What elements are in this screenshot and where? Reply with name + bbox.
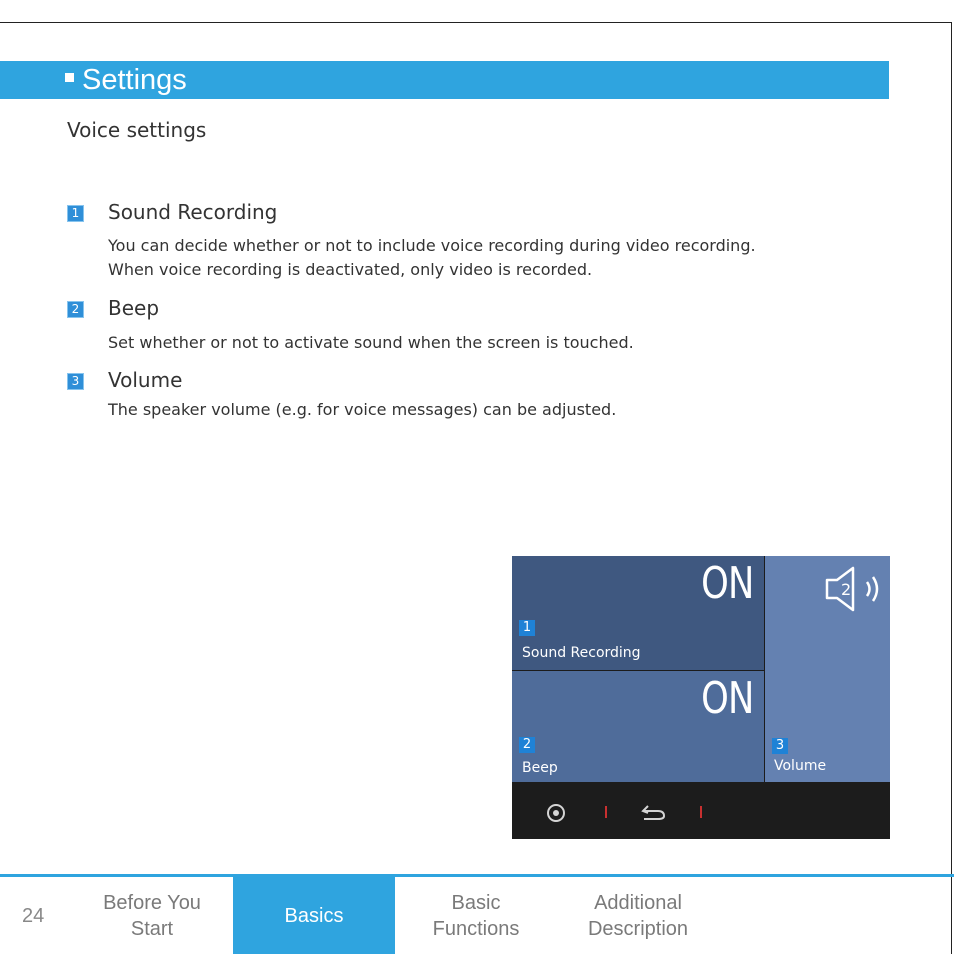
item-number-badge: 3 [67,373,84,390]
volume-level: 2 [841,580,852,599]
tab-label: Basics [284,904,344,927]
device-screenshot [512,556,890,839]
item-title-beep: Beep [108,296,160,320]
tab-label: Start [130,917,174,940]
speaker-icon [823,564,887,614]
tile-state: ON [701,673,754,724]
nav-divider [700,806,702,818]
tile-volume[interactable] [765,556,890,782]
item-desc-line: When voice recording is deactivated, only video is recorded. [108,260,593,279]
tab-before-you-start[interactable] [72,877,232,954]
tab-basic-functions[interactable] [396,877,556,954]
device-navbar [512,782,890,839]
item-desc-line: You can decide whether or not to include voice recording during video recording. [108,236,756,255]
tile-state: ON [701,558,754,609]
tab-label: Additional [594,891,682,914]
tile-sound-recording[interactable] [512,556,764,670]
item-desc-line: Set whether or not to activate sound when the screen is touched. [108,333,634,352]
nav-divider [605,806,607,818]
tile-number-badge: 3 [772,738,788,754]
tile-label: Beep [522,760,558,776]
item-number-badge: 2 [67,301,84,318]
home-icon[interactable] [547,804,565,822]
tab-additional-description[interactable] [557,877,719,954]
item-number-badge: 1 [67,205,84,222]
tab-label: Description [587,917,689,940]
tile-number-badge: 2 [519,737,535,753]
item-title-volume: Volume [108,368,183,392]
tile-label: Sound Recording [522,645,641,661]
item-title-sound-recording: Sound Recording [108,200,278,224]
tab-basics[interactable] [233,877,395,954]
tile-beep[interactable] [512,671,764,782]
tab-label: Basic [451,891,501,914]
tile-label: Volume [774,758,827,774]
page-number: 24 [22,905,45,927]
item-desc-line: The speaker volume (e.g. for voice messages) can be adjusted. [108,400,617,419]
title-bullet-icon [65,73,74,82]
page-subtitle: Voice settings [67,118,207,142]
back-icon[interactable] [640,803,666,821]
tab-label: Functions [432,917,520,940]
tile-number-badge: 1 [519,620,535,636]
tab-label: Before You [103,891,201,914]
section-title: Settings [82,64,187,96]
